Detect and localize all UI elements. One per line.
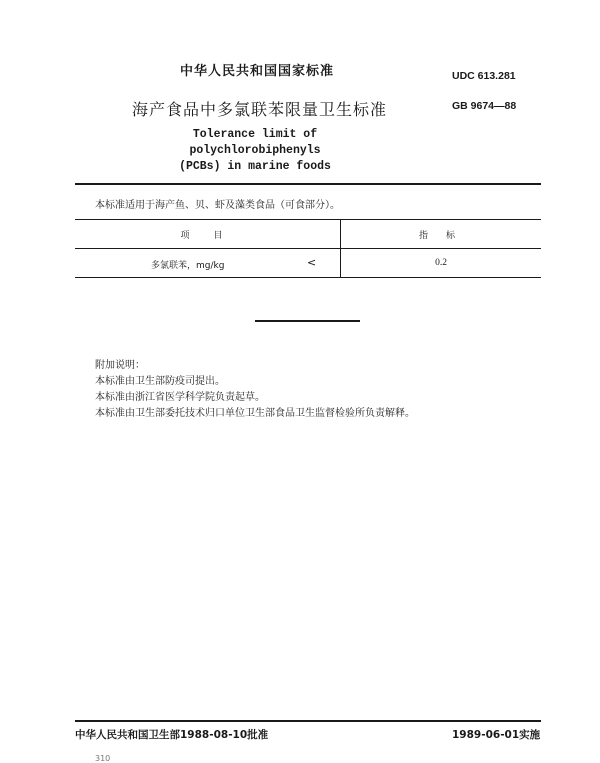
header-item-cell: 项目 bbox=[75, 220, 341, 249]
note-line: 本标准由卫生部防疫司提出。 bbox=[95, 376, 225, 387]
additional-notes bbox=[95, 358, 415, 422]
footer-divider bbox=[75, 720, 541, 722]
table-row bbox=[75, 249, 541, 278]
udc-code: UDC 613.281 bbox=[452, 70, 516, 82]
note-line: 本标准由浙江省医学科学院负责起草。 bbox=[95, 392, 265, 403]
item-cell bbox=[75, 249, 341, 278]
comparison-operator: < bbox=[307, 256, 317, 269]
table-header-row bbox=[75, 220, 541, 249]
end-of-text-rule bbox=[255, 320, 360, 322]
approval-date: 中华人民共和国卫生部1988-08-10批准 bbox=[75, 729, 269, 741]
english-title-line-1: Tolerance limit of polychlorobiphenyls bbox=[189, 128, 321, 157]
header-divider bbox=[75, 183, 541, 185]
notes-title: 附加说明： bbox=[95, 360, 145, 371]
scope-statement: 本标准适用于海产鱼、贝、虾及藻类食品（可食部分）。 bbox=[95, 200, 340, 211]
document-title-chinese: 海产食品中多氯联苯限量卫生标准 bbox=[132, 100, 388, 119]
effective-date: 1989-06-01实施 bbox=[452, 729, 541, 741]
limit-value: 0.2 bbox=[341, 249, 542, 278]
english-title-line-2: (PCBs) in marine foods bbox=[179, 160, 331, 173]
header-value-cell: 指标 bbox=[341, 220, 542, 249]
limit-table bbox=[75, 219, 541, 278]
standard-name: 中华人民共和国国家标准 bbox=[180, 64, 335, 79]
document-title-english bbox=[130, 127, 380, 175]
gb-standard-code: GB 9674—88 bbox=[452, 100, 517, 112]
page-number: 310 bbox=[95, 754, 111, 763]
note-line: 本标准由卫生部委托技术归口单位卫生部食品卫生监督检验所负责解释。 bbox=[95, 408, 415, 419]
item-name: 多氯联苯，mg/kg bbox=[151, 261, 225, 271]
